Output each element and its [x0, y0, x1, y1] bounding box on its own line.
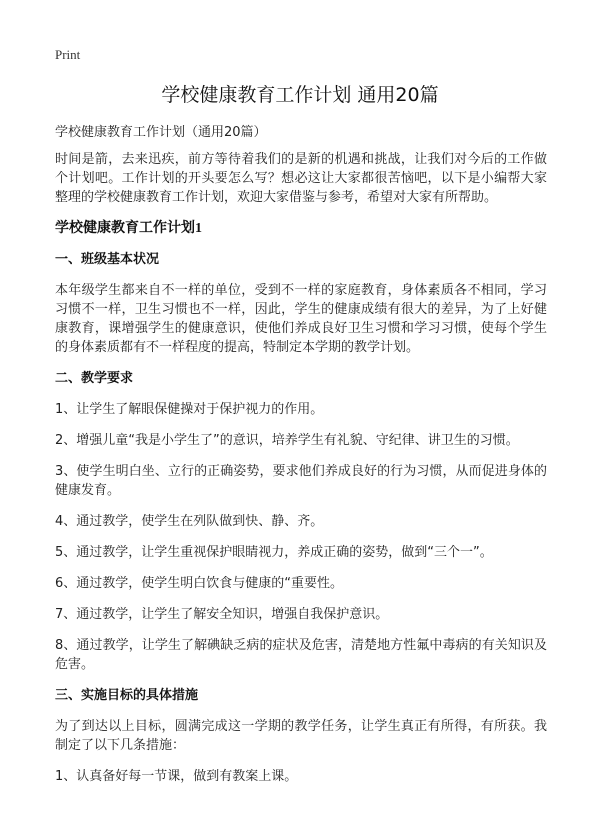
document-subtitle: 学校健康教育工作计划（通用20篇）: [55, 125, 267, 140]
document-body: [55, 150, 547, 798]
list-item: 4、通过教学，使学生在列队做到快、静、齐。: [55, 514, 324, 529]
list-item: 7、通过教学，让学生了解安全知识，增强自我保护意识。: [55, 607, 389, 622]
section-heading-1: 一、班级基本状况: [55, 252, 160, 267]
plan-title: 学校健康教育工作计划1: [55, 221, 202, 236]
section-heading-3: 三、实施目标的具体措施: [55, 688, 199, 703]
list-item: 1、让学生了解眼保健操对于保护视力的作用。: [55, 402, 324, 417]
list-item: 5、通过教学，让学生重视保护眼睛视力，养成正确的姿势，做到“三个一”。: [55, 545, 493, 560]
list-item: 8、通过教学，让学生了解碘缺乏病的症状及危害，清楚地方性氟中毒病的有关知识及危害。: [55, 638, 547, 672]
intro-paragraph: 时间是箭，去来迅疾，前方等待着我们的是新的机遇和挑战，让我们对今后的工作做个计划吧。工作计划的开头要怎么写？想必这让大家都很苦恼吧，以下是小编帮大家整理的学校健康教育工作计划，欢迎大家借鉴与参考，希望对大家有所帮助。: [55, 152, 547, 205]
section-heading-2: 二、教学要求: [55, 371, 134, 386]
list-item: 6、通过教学，使学生明白饮食与健康的“重要性。: [55, 576, 344, 591]
list-item: 3、使学生明白坐、立行的正确姿势，要求他们养成良好的行为习惯，从而促进身体的健康发育。: [55, 464, 547, 498]
page-title: 学校健康教育工作计划 通用20篇: [161, 84, 439, 106]
section-1-paragraph: 本年级学生都来自不一样的单位，受到不一样的家庭教育，身体素质各不相同，学习习惯不一样，卫生习惯也不一样，因此，学生的健康成绩有很大的差异，为了上好健康教育，课增强学生的健康意识，使他们养成良好卫生习惯和学习习惯，使每个学生的身体素质都有不一样程度的提高，特制定本学期的教学计划。: [55, 283, 547, 355]
list-item: 2、增强儿童“我是小学生了”的意识，培养学生有礼貌、守纪律、讲卫生的习惯。: [55, 433, 519, 448]
list-item: 1、认真备好每一节课，做到有教案上课。: [55, 769, 298, 784]
print-link[interactable]: Print: [55, 47, 81, 62]
section-3-paragraph: 为了到达以上目标，圆满完成这一学期的教学任务，让学生真正有所得，有所获。我制定了以下几条措施：: [55, 719, 547, 753]
